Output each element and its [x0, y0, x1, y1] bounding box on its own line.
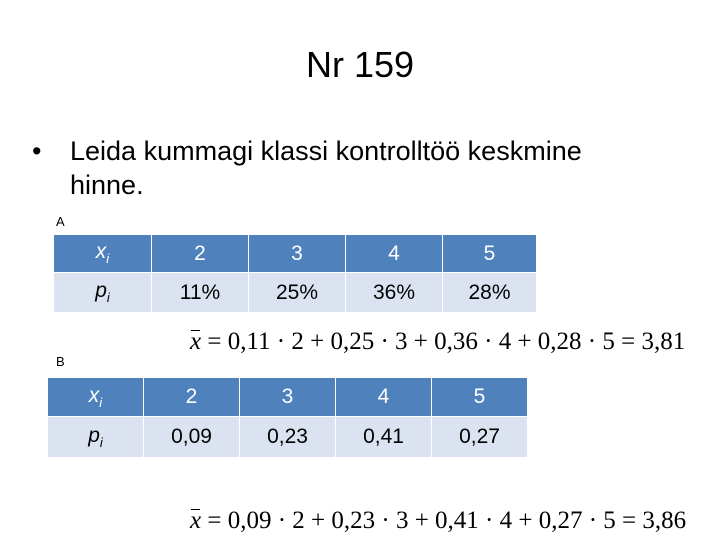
- table-b-x-cell: 4: [336, 378, 432, 417]
- table-a-p-label: $p_i$: [54, 273, 152, 313]
- table-a-p-cell: 25%: [249, 273, 346, 313]
- table-b-x-row: [48, 378, 528, 417]
- table-b-p-cell: 0,09: [144, 417, 240, 458]
- table-b-p-cell: 0,23: [240, 417, 336, 458]
- mean-symbol: x: [190, 328, 202, 355]
- table-a-p-row: [54, 273, 537, 313]
- table-b: [47, 377, 528, 458]
- bullet-item: [32, 134, 652, 202]
- table-a-x-cell: 3: [249, 235, 346, 273]
- table-b-x-cell: 2: [144, 378, 240, 417]
- table-a-x-row: [54, 235, 537, 273]
- slide-title: Nr 159: [305, 44, 415, 85]
- table-b-p-label: $p_i$: [48, 417, 144, 458]
- section-a-label: A: [56, 214, 65, 229]
- table-b-p-row: [48, 417, 528, 458]
- table-b-p-cell: 0,27: [432, 417, 528, 458]
- table-a-x-label: $x_i$: [54, 235, 152, 273]
- table-a: [53, 234, 537, 313]
- formula-b-expression: = 0,09 · 2 + 0,23 · 3 + 0,41 · 4 + 0,27 · 5 = 3,86: [207, 507, 687, 534]
- section-b-label: B: [56, 354, 65, 369]
- table-a-x-cell: 4: [346, 235, 443, 273]
- table-a-p-cell: 11%: [152, 273, 249, 313]
- mean-symbol: x: [190, 507, 202, 534]
- formula-a: [190, 328, 685, 356]
- table-b-x-cell: 3: [240, 378, 336, 417]
- formula-b: [190, 507, 686, 535]
- table-a-p-cell: 28%: [443, 273, 537, 313]
- table-a-x-cell: 2: [152, 235, 249, 273]
- bullet-marker: •: [32, 136, 42, 166]
- table-a-x-cell: 5: [443, 235, 537, 273]
- table-b-p-cell: 0,41: [336, 417, 432, 458]
- table-b-x-label: $x_i$: [48, 378, 144, 417]
- formula-a-expression: = 0,11 · 2 + 0,25 · 3 + 0,36 · 4 + 0,28 · 5 = 3,81: [207, 328, 686, 355]
- table-b-x-cell: 5: [432, 378, 528, 417]
- bullet-text: Leida kummagi klassi kontrolltöö keskmine hinne.: [70, 136, 582, 200]
- table-a-p-cell: 36%: [346, 273, 443, 313]
